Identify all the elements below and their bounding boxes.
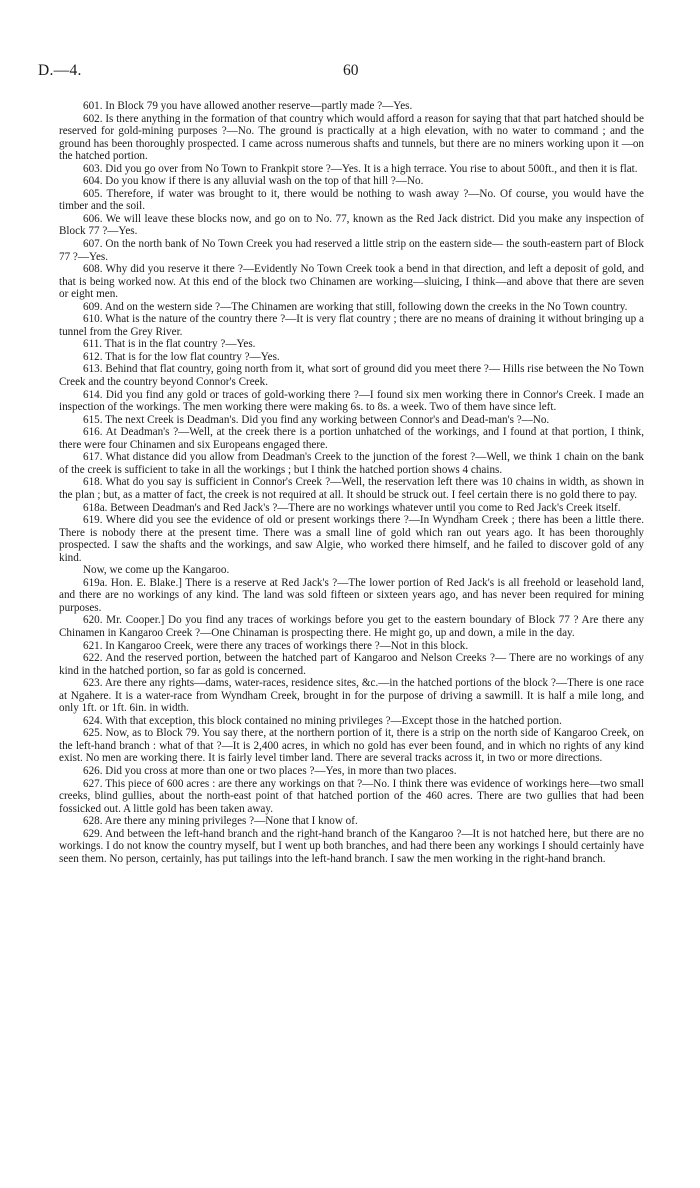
paragraph-625: 625. Now, as to Block 79. You say there, at the northern portion of it, there is a strip on the north side of Kangaroo Creek, on the left-hand branch : what of that ?—It is 2,400 acres, in which no gold has ever been found, and in which no rights of any kind exist. No men are working there. It is fairly level timber land. There are several tracks across it, in two or more directions. [59, 727, 644, 765]
paragraph-622: 622. And the reserved portion, between the hatched part of Kangaroo and Nelson Creeks ?— There are no workings of any kind in the hatched portion, so far as gold is concerned. [59, 652, 644, 677]
paragraph-605: 605. Therefore, if water was brought to it, there would be nothing to wash away ?—No. Of course, you would have the timber and the soil. [59, 187, 644, 213]
document-reference: D.—4. [38, 62, 82, 79]
paragraph-619: 619. Where did you see the evidence of old or present workings there ?—In Wyndham Creek ; there has been a little there. There is nobody there at the present time. There was a small line of gold which ran out years ago. It has been thoroughly prospected. I saw the shafts and the workings, and saw Algie, who worked there himself, and he failed to discover gold of any kind. [59, 514, 644, 564]
paragraph-627: 627. This piece of 600 acres : are there any workings on that ?—No. I think there was evidence of workings here—two small creeks, blind gullies, about the north-east point of that hatched portion of the 460 acres. There are two gullies that had been fossicked out. A little gold has been taken away. [59, 777, 644, 815]
page-body [59, 100, 644, 865]
paragraph-626: 626. Did you cross at more than one or two places ?—Yes, in more than two places. [83, 764, 457, 777]
paragraph-618a: 618a. Between Deadman's and Red Jack's ?—There are no workings whatever until you come to Red Jack's Creek itself. [83, 501, 621, 514]
paragraph-619a: 619a. Hon. E. Blake.] There is a reserve at Red Jack's ?—The lower portion of Red Jack's is all freehold or leasehold land, and there are no workings of any kind. The land was sold fifteen or sixteen years ago, and has never been required for mining purposes. [59, 576, 644, 614]
paragraph-612: 612. That is for the low flat country ?—Yes. [83, 350, 280, 363]
paragraph-601: 601. In Block 79 you have allowed another reserve—partly made ?—Yes. [83, 100, 413, 112]
paragraph-629: 629. And between the left-hand branch and the right-hand branch of the Kangaroo ?—It is not hatched here, but there are no workings. I do not know the country myself, but I went up both branches, and had there been any workings I should certainly have seen them. No person, certainly, has put tailings into the left-hand branch. I saw the men working in the right-hand branch. [59, 827, 644, 865]
paragraph-610: 610. What is the nature of the country there ?—It is very flat country ; there are no means of draining it without bringing up a tunnel from the Grey River. [59, 313, 644, 338]
paragraph-603: 603. Did you go over from No Town to Frankpit store ?—Yes. It is a high terrace. You rise to about 500ft., and then it is flat. [83, 162, 638, 175]
paragraph-604: 604. Do you know if there is any alluvial wash on the top of that hill ?—No. [83, 175, 424, 188]
paragraph-620: 620. Mr. Cooper.] Do you find any traces of workings before you get to the eastern boundary of Block 77 ? Are there any Chinamen in Kangaroo Creek ?—One Chinaman is prospecting there. He might go, up and down, a mile in the day. [59, 614, 644, 639]
paragraph-607: 607. On the north bank of No Town Creek you had reserved a little strip on the eastern side— the south-eastern part of Block 77 ?—Yes. [59, 238, 644, 263]
paragraph-609: 609. And on the western side ?—The Chinamen are working that still, following down the creeks in the No Town country. [83, 300, 628, 313]
paragraph-623: 623. Are there any rights—dams, water-races, residence sites, &c.—in the hatched portions of the block ?—There is one race at Ngahere. It is a water-race from Wyndham Creek, brought in for the purpose of driving a sawmill. It is half a mile long, and only 1ft. or 1ft. 6in. in width. [59, 677, 644, 715]
paragraph-614: 614. Did you find any gold or traces of gold-working there ?—I found six men working there in Connor's Creek. I made an inspection of the workings. The men working there were making 6s. to 8s. a week. Two of them have since left. [59, 388, 644, 414]
paragraph-624: 624. With that exception, this block contained no mining privileges ?—Except those in the hatched portion. [83, 714, 562, 727]
paragraph-617: 617. What distance did you allow from Deadman's Creek to the junction of the forest ?—Well, we think 1 chain on the bank of the creek is sufficient to take in all the workings ; but I think the hatched portion shows 4 chains. [59, 451, 644, 476]
paragraph-615: 615. The next Creek is Deadman's. Did you find any working between Connor's and Dead-man's ?—No. [83, 413, 550, 426]
page-number: 60 [343, 62, 359, 79]
paragraph-kangaroo-note: Now, we come up the Kangaroo. [83, 564, 230, 577]
paragraph-618: 618. What do you say is sufficient in Connor's Creek ?—Well, the reservation left there was 10 chains in width, as shown in the plan ; but, as a matter of fact, the creek is not required at all. It should be struck out. I feel certain there is no gold there to pay. [59, 476, 644, 501]
paragraph-616: 616. At Deadman's ?—Well, at the creek there is a portion unhatched of the workings, and I found at that portion, I think, there were four Chinamen and six Europeans engaged there. [59, 426, 644, 451]
paragraph-602: 602. Is there anything in the formation of that country which would afford a reason for saying that that part hatched should be reserved for gold-mining purposes ?—No. The ground is practically at a high elevation, with no water to command ; and the ground has been thoroughly prospected. I came across numerous shafts and tunnels, but there are no miners working upon it —on the hatched portion. [59, 112, 644, 163]
page-header [38, 62, 662, 84]
paragraph-628: 628. Are there any mining privileges ?—None that I know of. [83, 815, 358, 828]
paragraph-608: 608. Why did you reserve it there ?—Evidently No Town Creek took a bend in that direction, and left a deposit of gold, and that is being worked now. At this end of the block two Chinamen are working—sluicing, I think—and above that there are seven or eight men. [59, 263, 644, 301]
paragraph-611: 611. That is in the flat country ?—Yes. [83, 338, 256, 351]
paragraph-606: 606. We will leave these blocks now, and go on to No. 77, known as the Red Jack district. Did you make any inspection of Block 77 ?—Yes. [59, 212, 644, 238]
paragraph-613: 613. Behind that flat country, going north from it, what sort of ground did you meet there ?— Hills rise between the No Town Creek and the country beyond Connor's Creek. [59, 363, 644, 389]
paragraph-621: 621. In Kangaroo Creek, were there any traces of workings there ?—Not in this block. [83, 639, 469, 652]
